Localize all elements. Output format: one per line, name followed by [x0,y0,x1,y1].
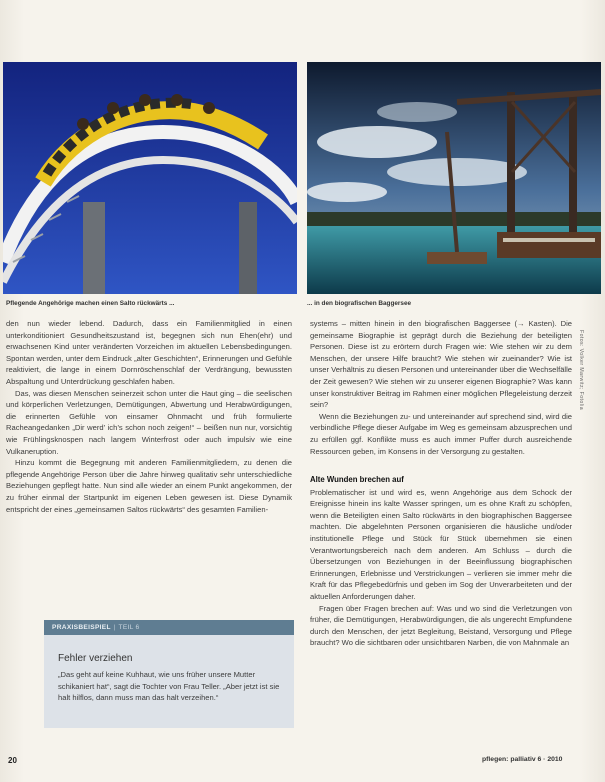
photo-credit: Fotos: Volker Marwitz; Fotolia [578,330,584,411]
article-column-right [310,318,572,457]
photo-caption-left: Pflegende Angehörige machen einen Salto rückwärts ... [6,300,175,307]
body-paragraph: den nun wieder lebend. Dadurch, dass ein Familienmitglied in einen unterkonditioniert Gesundheitszustand ist, begegnen sich nun Ehen(ehr) und erwachsenen Kind unter veränderten Vorzeichen im aktuellen Lebensbedingungen. Spontan werden, unter dem Eindruck „alter Geschichten“, Erinnerungen und Gefühle reaktiviert, die lange in einem Dornröschenschlaf der Verdrängung, bewussten Abspaltung und Unterdrückung geschlafen haben. [6,319,292,386]
photo-caption-right: ... in den biografischen Baggersee [307,300,412,307]
page-number: 20 [8,756,17,765]
practice-example-box [44,620,294,728]
practice-part: TEIL 6 [118,624,140,631]
body-paragraph: Fragen über Fragen brechen auf: Was und wo sind die Verletzungen von früher, die Demütigungen, Herabwürdigungen, die als ungerecht Empfundene durch den Menschen, der jetzt Begleitung, Beistand, Versorgung und Pflege braucht? Wo die sichtbaren oder unsichtbaren Narben, die von Mahnmale an [310,603,572,648]
separator: | [113,624,116,631]
body-paragraph: Problematischer ist und wird es, wenn Angehörige aus dem Schock der Ereignisse hinein ins kalte Wasser springen, um es ohne Kraft zu schöpfen, wenn die Beteiligten einen Salto rückwärts in den biographischen Baggersee machten. Die abgelehnten Personen organisieren die häusliche und/oder institutionelle Pflege und Stück für Stück übernehmen sie einen Verantwortungsbereich nach dem anderen. Am Schluss – durch die Übersetzungen von Beziehungen in der Beeinflussung biographischen Erinnerungen, Erlebnisse und Verstrickungen – verlieren sie immer mehr die Kraft für das Pflegebedürfnis und geben im Sog der Unverarbeiteten und der aktuellen Anforderungen daher. [310,487,572,601]
article-section-old-wounds [310,474,572,649]
roller-coaster-photo [3,62,297,294]
lake-excavator-photo [307,62,601,294]
practice-box-header [44,620,294,635]
body-paragraph: Wenn die Beziehungen zu- und untereinander auf sprechend sind, wird die verbindliche Pflege dieser Aufgabe im Weg es gemeinsam abzusprechen und zu erfüllen ggf. Konflikte muss es auch immer Puffer durch ausreichende Ressourcen geben, im Konsens in der Versorgung zu gestalten. [310,411,572,456]
practice-title: Fehler verziehen [58,653,133,664]
practice-label: PRAXISBEISPIEL [52,624,111,631]
body-paragraph: systems – mitten hinein in den biografischen Baggersee (→ Kasten). Die gemeinsame Biographie ist geprägt durch die Beziehung der beteiligten Personen. Diese ist zu erörtern durch Fragen wie: Wie stehen wir zu dem Menschen, der unsere Hilfe braucht? Wie stehen wir zueinander? Wie ist unser Verhältnis zu diesen Personen und untereinander über die Wechselfälle der Zeit gewesen? Wie stehen wir zu unserer eigenen Biographie? Was kann unser konstruktiver Beitrag im Rahmen einer möglichen Pflegeleistung derzeit sein? [310,319,573,410]
magazine-footer: pflegen: palliativ 6 · 2010 [482,756,563,763]
body-paragraph: Das, was diesen Menschen seinerzeit schon unter die Haut ging – die seelischen und körperlichen Verletzungen, Demütigungen, Abwertung und Herabwürdigungen, die erinnerten Gefühle von einsamer Ohnmacht und früh formulierte Racheangedanken „Dir werd’ ich’s schon noch zeigen!“ – beißen nun nur, vorsichtig wie Frühlingsknospen nach langem Winterfrost oder auch impulsiv wie eine Vulkaneruption. [6,388,292,456]
article-column-left [6,318,292,515]
body-paragraph: Hinzu kommt die Begegnung mit anderen Familienmitgliedern, zu denen die pflegende Angehörige Person über die Jahre hinweg qualitativ sehr unterschiedliche Beziehungen gepflegt hatte. Nun sind alle wieder an einem Punkt angekommen, der zu früher einmal der Startpunkt im eigenen Leben gewesen ist. Diese Dynamik entspricht der eines „gemeinsamen Saltos rückwärts“ des gesamten Familien- [6,458,292,514]
section-heading: Alte Wunden brechen auf [310,475,404,484]
practice-quote: „Das geht auf keine Kuhhaut, wie uns früher unsere Mutter schikaniert hat“, sagt die Tochter von Frau Teller. „Aber jetzt ist sie halt hilflos, dann muss man das halt verzeihen.“ [58,670,280,703]
